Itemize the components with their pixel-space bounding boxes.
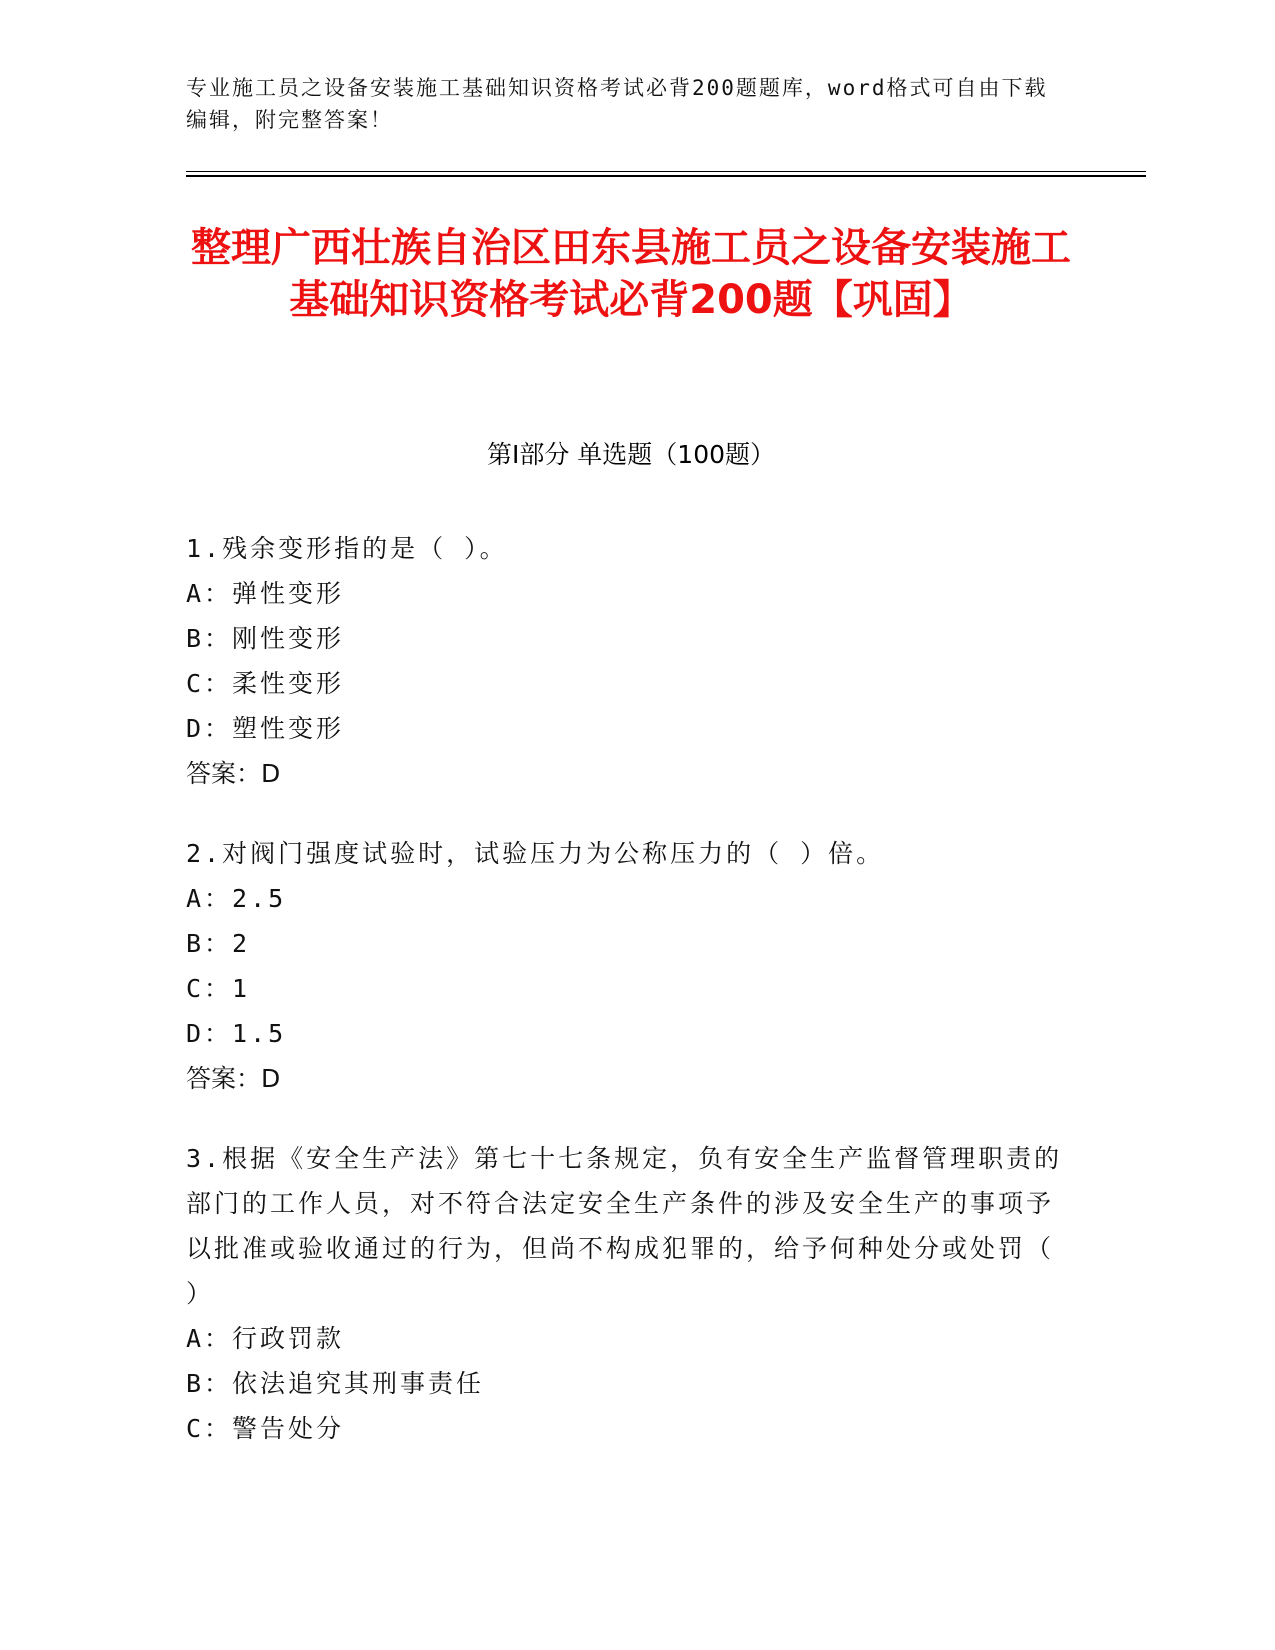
option-d: D：塑性变形 bbox=[186, 714, 345, 743]
option-c: C：警告处分 bbox=[186, 1414, 345, 1443]
option-a: A：2.5 bbox=[186, 884, 287, 913]
option-a: A：行政罚款 bbox=[186, 1324, 345, 1353]
option-b: B：2 bbox=[186, 929, 251, 958]
question-2 bbox=[186, 831, 1066, 1101]
option-c: C：1 bbox=[186, 974, 251, 1003]
option-c: C：柔性变形 bbox=[186, 669, 345, 698]
question-1 bbox=[186, 526, 1066, 796]
question-stem: 2.对阀门强度试验时，试验压力为公称压力的（ ）倍。 bbox=[186, 839, 885, 868]
question-stem: 1.残余变形指的是（ ）。 bbox=[186, 534, 508, 563]
question-stem: 3.根据《安全生产法》第七十七条规定，负有安全生产监督管理职责的部门的工作人员，对不符合法定安全生产条件的涉及安全生产的事项予以批准或验收通过的行为，但尚不构成犯罪的，给予何种处分或处罚（ ） bbox=[186, 1144, 1063, 1308]
header-note: 专业施工员之设备安装施工基础知识资格考试必背200题题库，word格式可自由下载编辑，附完整答案！ bbox=[186, 76, 1048, 132]
header-rule-thick bbox=[186, 175, 1146, 177]
option-b: B：依法追究其刑事责任 bbox=[186, 1369, 485, 1398]
question-3 bbox=[186, 1136, 1066, 1451]
header-rule-thin bbox=[186, 171, 1146, 172]
question-list bbox=[186, 526, 1066, 1486]
answer: 答案：D bbox=[186, 1064, 281, 1093]
option-b: B：刚性变形 bbox=[186, 624, 345, 653]
option-d: D：1.5 bbox=[186, 1019, 287, 1048]
answer: 答案：D bbox=[186, 759, 281, 788]
option-a: A：弹性变形 bbox=[186, 579, 345, 608]
document-title: 整理广西壮族自治区田东县施工员之设备安装施工基础知识资格考试必背200题【巩固】 bbox=[191, 225, 1071, 323]
section-heading: 第I部分 单选题（100题） bbox=[486, 440, 776, 469]
